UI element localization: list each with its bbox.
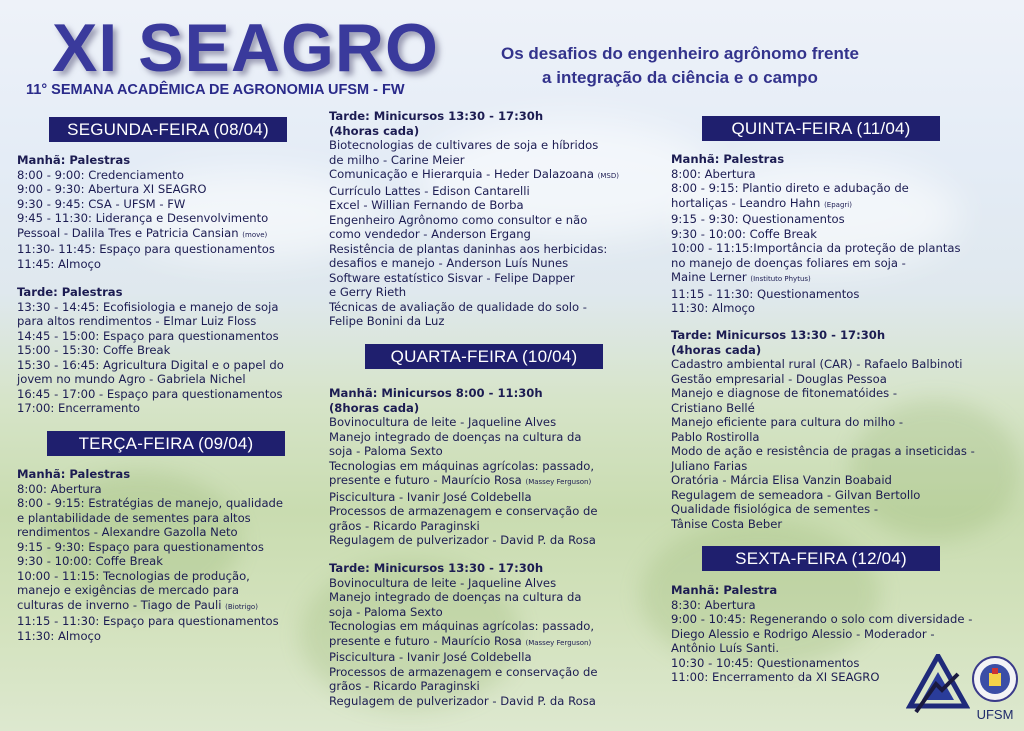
schedule-line: 9:30 - 9:45: CSA - UFSM - FW [17, 196, 186, 211]
schedule-text: culturas de inverno - Tiago de Pauli [17, 597, 222, 612]
schedule-line: 8:00: Abertura [671, 166, 756, 181]
schedule-line: jovem no mundo Agro - Gabriela Nichel [17, 372, 246, 386]
schedule-line: 15:30 - 16:45: Agricultura Digital e o papel do [17, 357, 284, 372]
course-text: presente e futuro - Maurício Rosa [329, 633, 522, 648]
course-line: Pablo Rostirolla [671, 429, 760, 444]
schedule-line: e plantabilidade de sementes para altos [17, 510, 251, 525]
schedule-line: para altos rendimentos - Elmar Luiz Floss [17, 314, 257, 328]
section-subheading: (4horas cada) [329, 123, 420, 138]
schedule-line: 11:30: Almoço [17, 628, 102, 643]
section-heading: Manhã: Palestras [17, 467, 131, 481]
schedule-line: 16:45 - 17:00 - Espaço para questionamentos [17, 386, 283, 401]
course-line: Manejo integrado de doenças na cultura da [329, 429, 582, 444]
event-title: XI SEAGRO [52, 10, 439, 86]
schedule-line: 10:30 - 10:45: Questionamentos [671, 655, 860, 670]
department-logo-icon [906, 654, 970, 716]
course-line: e Gerry Rieth [329, 285, 407, 299]
course-line: Gestão empresarial - Douglas Pessoa [671, 371, 887, 386]
affiliation-note: (MSD) [597, 172, 619, 180]
day-band-quinta: QUINTA-FEIRA (11/04) [702, 116, 940, 141]
schedule-line: 10:00 - 11:15:Importância da proteção de plantas [671, 241, 961, 255]
course-line: Processos de armazenagem e conservação de [329, 664, 598, 679]
course-line: Oratória - Márcia Elisa Vanzin Boabaid [671, 473, 892, 487]
course-line: Modo de ação e resistência de pragas a inseticidas - [671, 444, 975, 458]
course-line: Excel - Willian Fernando de Borba [329, 198, 524, 212]
schedule-line: 11:15 - 11:30: Espaço para questionamentos [17, 614, 279, 628]
schedule-text: Maine Lerner [671, 270, 747, 284]
schedule-line: 8:30: Abertura [671, 597, 756, 612]
course-line: Piscicultura - Ivanir José Coldebella [329, 489, 532, 504]
schedule-line: 11:30- 11:45: Espaço para questionamentos [17, 242, 275, 256]
schedule-line: 11:30: Almoço [671, 301, 756, 315]
course-text: Comunicação e Hierarquia - Heder Dalazoana [329, 167, 594, 181]
ufsm-seal-icon [970, 654, 1020, 704]
schedule-line: 17:00: Encerramento [17, 401, 141, 415]
affiliation-note: (Epagri) [824, 200, 852, 209]
course-line: Bovinocultura de leite - Jaqueline Alves [329, 415, 557, 429]
affiliation-note: (Massey Ferguson) [525, 638, 592, 647]
day-band-quarta: QUARTA-FEIRA (10/04) [365, 344, 603, 369]
day-band-terca: TERÇA-FEIRA (09/04) [47, 431, 285, 456]
affiliation-note: (move) [242, 230, 268, 239]
course-line: Processos de armazenagem e conservação de [329, 504, 598, 518]
schedule-line: Diego Alessio e Rodrigo Alessio - Moderador - [671, 626, 935, 641]
schedule-line: manejo e exigências de mercado para [17, 583, 240, 597]
affiliation-note: (Instituto Phytus) [750, 275, 811, 283]
course-line: Regulagem de pulverizador - David P. da Rosa [329, 533, 596, 547]
quinta-manha-block [671, 152, 961, 316]
quinta-tarde-block [671, 328, 975, 531]
course-line: Manejo eficiente para cultura do milho - [671, 415, 904, 429]
schedule-text: Pessoal - Dalila Tres e Patricia Cansian [17, 225, 239, 240]
course-line: Regulagem de pulverizador - David P. da Rosa [329, 693, 596, 708]
segunda-tarde-block [17, 285, 284, 416]
course-line: Cristiano Bellé [671, 400, 755, 415]
course-line: Regulagem de semeadora - Gilvan Bertollo [671, 487, 921, 502]
course-text: presente e futuro - Maurício Rosa [329, 473, 522, 487]
tagline-line: a integração da ciência e o campo [542, 68, 818, 87]
ufsm-logo [970, 654, 1020, 724]
schedule-line: 11:45: Almoço [17, 256, 102, 271]
course-line [329, 473, 597, 490]
schedule-line [671, 270, 961, 287]
course-line: Software estatístico Sisvar - Felipe Dapper [329, 270, 575, 285]
section-heading: Manhã: Palestras [17, 153, 131, 167]
course-line: soja - Paloma Sexto [329, 604, 443, 619]
course-line [329, 167, 619, 184]
course-line: Tânise Costa Beber [671, 516, 783, 531]
course-line: Currículo Lattes - Edison Cantarelli [329, 183, 530, 198]
course-line: desafios e manejo - Anderson Luís Nunes [329, 256, 569, 270]
schedule-line: 11:15 - 11:30: Questionamentos [671, 286, 860, 301]
schedule-line [671, 196, 961, 213]
course-line: Engenheiro Agrônomo como consultor e não [329, 212, 588, 227]
section-heading: Tarde: Minicursos 13:30 - 17:30h [329, 109, 544, 123]
schedule-line: Antônio Luís Santi. [671, 641, 780, 655]
section-heading: Tarde: Palestras [17, 285, 123, 299]
schedule-line: 8:00 - 9:15: Plantio direto e adubação de [671, 181, 909, 195]
tagline-line: Os desafios do engenheiro agrônomo frente [501, 44, 859, 63]
schedule-line: 15:00 - 15:30: Coffe Break [17, 343, 171, 357]
section-heading: Manhã: Palestras [671, 152, 785, 166]
course-line: Manejo integrado de doenças na cultura da [329, 590, 582, 604]
day-band-sexta: SEXTA-FEIRA (12/04) [702, 546, 940, 571]
course-line: Técnicas de avaliação de qualidade do solo - [329, 299, 587, 314]
schedule-line: 9:15 - 9:30: Espaço para questionamentos [17, 539, 264, 554]
section-heading: Manhã: Minicursos 8:00 - 11:30h [329, 386, 543, 400]
section-heading: Tarde: Minicursos 13:30 - 17:30h [329, 561, 544, 575]
course-line: Cadastro ambiental rural (CAR) - Rafaelo Balbinoti [671, 357, 963, 371]
course-line: Bovinocultura de leite - Jaqueline Alves [329, 575, 557, 590]
quarta-tarde-block [329, 561, 597, 708]
schedule-line [17, 226, 275, 243]
section-heading: Manhã: Palestra [671, 583, 778, 597]
course-line [329, 634, 597, 651]
ufsm-label: UFSM [976, 707, 1014, 722]
affiliation-note: (Massey Ferguson) [525, 478, 592, 486]
section-heading: Tarde: Minicursos 13:30 - 17:30h [671, 328, 886, 342]
schedule-line: 9:00 - 9:30: Abertura XI SEAGRO [17, 182, 207, 196]
course-line: de milho - Carine Meier [329, 152, 465, 167]
schedule-line: no manejo de doenças foliares em soja - [671, 255, 906, 270]
schedule-text: hortaliças - Leandro Hahn [671, 195, 821, 210]
segunda-manha-block [17, 153, 275, 271]
course-line: Tecnologias em máquinas agrícolas: passado, [329, 458, 595, 473]
section-subheading: (8horas cada) [329, 400, 420, 415]
schedule-line: 9:30 - 10:00: Coffe Break [671, 226, 818, 241]
schedule-line [17, 598, 283, 615]
segunda-minicursos-block [329, 109, 619, 329]
schedule-line: 9:15 - 9:30: Questionamentos [671, 212, 845, 226]
affiliation-note: (Biotrigo) [225, 602, 258, 611]
quarta-manha-block [329, 386, 597, 548]
course-line: soja - Paloma Sexto [329, 444, 443, 458]
schedule-line: 14:45 - 15:00: Espaço para questionamentos [17, 328, 279, 343]
schedule-line: 8:00: Abertura [17, 481, 102, 496]
course-line: Resistência de plantas daninhas aos herbicidas: [329, 241, 608, 256]
course-line: Tecnologias em máquinas agrícolas: passado, [329, 619, 595, 633]
schedule-line: rendimentos - Alexandre Gazolla Neto [17, 525, 238, 539]
schedule-line: 8:00 - 9:15: Estratégias de manejo, qualidade [17, 496, 284, 510]
event-tagline [470, 42, 890, 90]
course-line: Biotecnologias de cultivares de soja e híbridos [329, 138, 599, 152]
schedule-line: 11:00: Encerramento da XI SEAGRO [671, 670, 880, 684]
course-line: Felipe Bonini da Luz [329, 314, 445, 328]
day-band-segunda: SEGUNDA-FEIRA (08/04) [49, 117, 287, 142]
course-line: Manejo e diagnose de fitonematóides - [671, 386, 898, 400]
course-line: Qualidade fisiológica de sementes - [671, 502, 879, 516]
terca-manha-block [17, 467, 283, 643]
schedule-line: 9:00 - 10:45: Regenerando o solo com diversidade - [671, 612, 973, 626]
course-line: grãos - Ricardo Paraginski [329, 679, 480, 693]
section-subheading: (4horas cada) [671, 342, 762, 357]
course-line: Piscicultura - Ivanir José Coldebella [329, 650, 532, 664]
schedule-line: 9:30 - 10:00: Coffe Break [17, 554, 164, 568]
schedule-line: 10:00 - 11:15: Tecnologias de produção, [17, 568, 250, 583]
schedule-line: 8:00 - 9:00: Credenciamento [17, 167, 184, 182]
schedule-line: 13:30 - 14:45: Ecofisiologia e manejo de soja [17, 299, 279, 314]
course-line: como vendedor - Anderson Ergang [329, 227, 531, 241]
course-line: grãos - Ricardo Paraginski [329, 518, 480, 533]
event-subtitle: 11° SEMANA ACADÊMICA DE AGRONOMIA UFSM - FW [26, 82, 405, 98]
course-line: Juliano Farias [671, 458, 748, 473]
schedule-line: 9:45 - 11:30: Liderança e Desenvolvimento [17, 211, 269, 225]
